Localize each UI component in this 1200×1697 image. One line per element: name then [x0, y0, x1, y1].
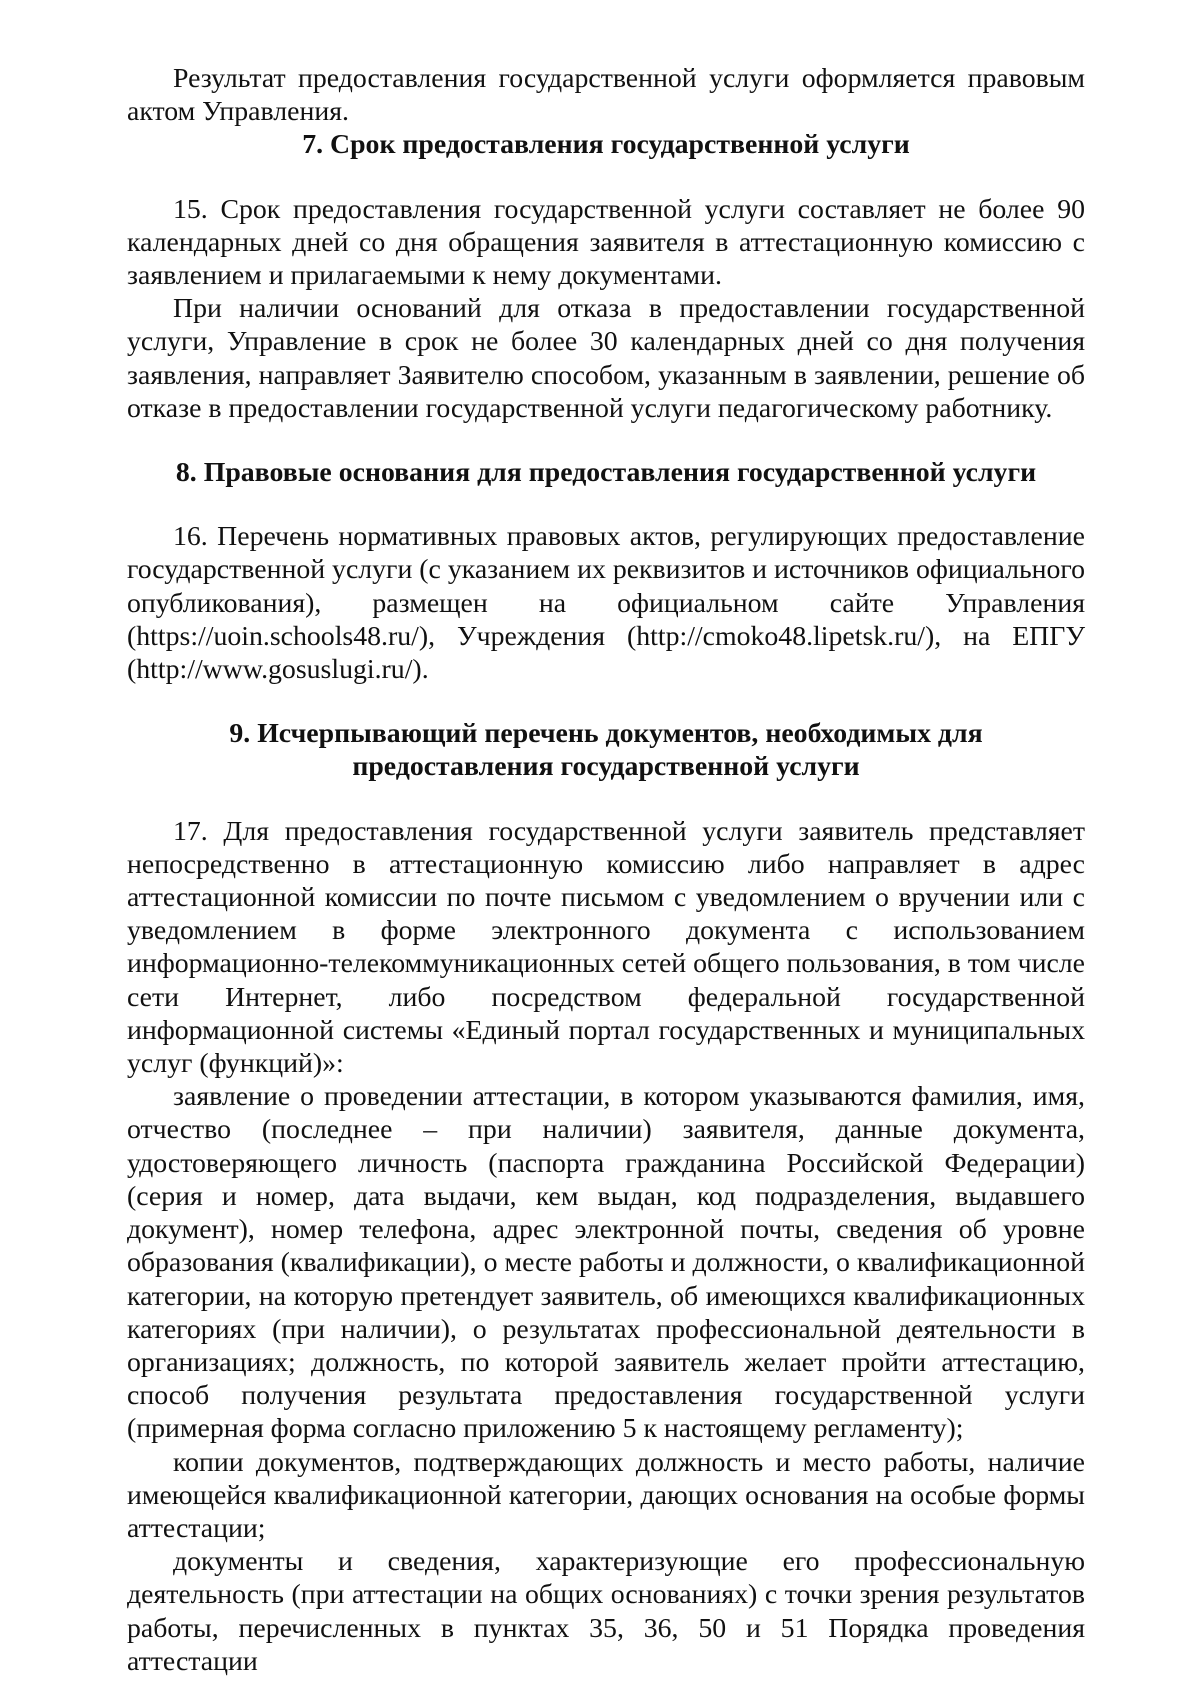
document-page — [127, 62, 1085, 1678]
section-9-heading: 9. Исчерпывающий перечень документов, необходимых для предоставления государственной услуги — [229, 718, 983, 783]
section-7-heading: 7. Срок предоставления государственной услуги — [302, 129, 910, 161]
paragraph-17-documents: документы и сведения, характеризующие его профессиональную деятельность (при аттестации на общих основаниях) с точки зрения результатов работы, перечисленных в пунктах 35, 36, 50 и 51 Порядка проведения аттестации — [127, 1546, 1085, 1677]
paragraph-16: 16. Перечень нормативных правовых актов, регулирующих предоставление государственной услуги (с указанием их реквизитов и источников официального опубликования), размещен на официальном сайте Управления (https://uoin.schools48.ru/), Учреждения (http://cmoko48.lipetsk.ru/), на ЕПГУ (http://www.gosuslugi.ru/). — [127, 521, 1086, 686]
paragraph-15-refusal: При наличии оснований для отказа в предоставлении государственной услуги, Управление в срок не более 30 календарных дней со дня получения заявления, направляет Заявителю способом, указанным в заявлении, решение об отказе в предоставлении государственной услуги педагогическому работнику. — [127, 293, 1085, 424]
intro-paragraph: Результат предоставления государственной услуги оформляется правовым актом Управления. — [127, 63, 1085, 128]
paragraph-17-application: заявление о проведении аттестации, в котором указываются фамилия, имя, отчество (последнее – при наличии) заявителя, данные документа, удостоверяющего личность (паспорта гражданина Российской Федерации) (серия и номер, дата выдачи, кем выдан, код подразделения, выдавшего документ), номер телефона, адрес электронной почты, сведения об уровне образования (квалификации), о месте работы и должности, о квалификационной категории, на которую претендует заявитель, об имеющихся квалификационных категориях (при наличии), о результатах профессиональной деятельности в организациях; должность, по которой заявитель желает пройти аттестацию, способ получения результата предоставления государственной услуги (примерная форма согласно приложению 5 к настоящему регламенту); — [127, 1081, 1085, 1445]
section-8-heading: 8. Правовые основания для предоставления государственной услуги — [175, 457, 1037, 489]
paragraph-17: 17. Для предоставления государственной услуги заявитель представляет непосредственно в аттестационную комиссию либо направляет в адрес аттестационной комиссии по почте письмом с уведомлением о вручении или с уведомлением в форме электронного документа с использованием информационно-телекоммуникационных сетей общего пользования, в том числе сети Интернет, либо посредством федеральной государственной информационной системы «Единый портал государственных и муниципальных услуг (функций)»: — [127, 815, 1085, 1080]
paragraph-17-copies: копии документов, подтверждающих должность и место работы, наличие имеющейся квалификационной категории, дающих основания на особые формы аттестации; — [127, 1446, 1085, 1544]
paragraph-15: 15. Срок предоставления государственной услуги составляет не более 90 календарных дней со дня обращения заявителя в аттестационную комиссию с заявлением и прилагаемыми к нему документами. — [127, 193, 1085, 292]
